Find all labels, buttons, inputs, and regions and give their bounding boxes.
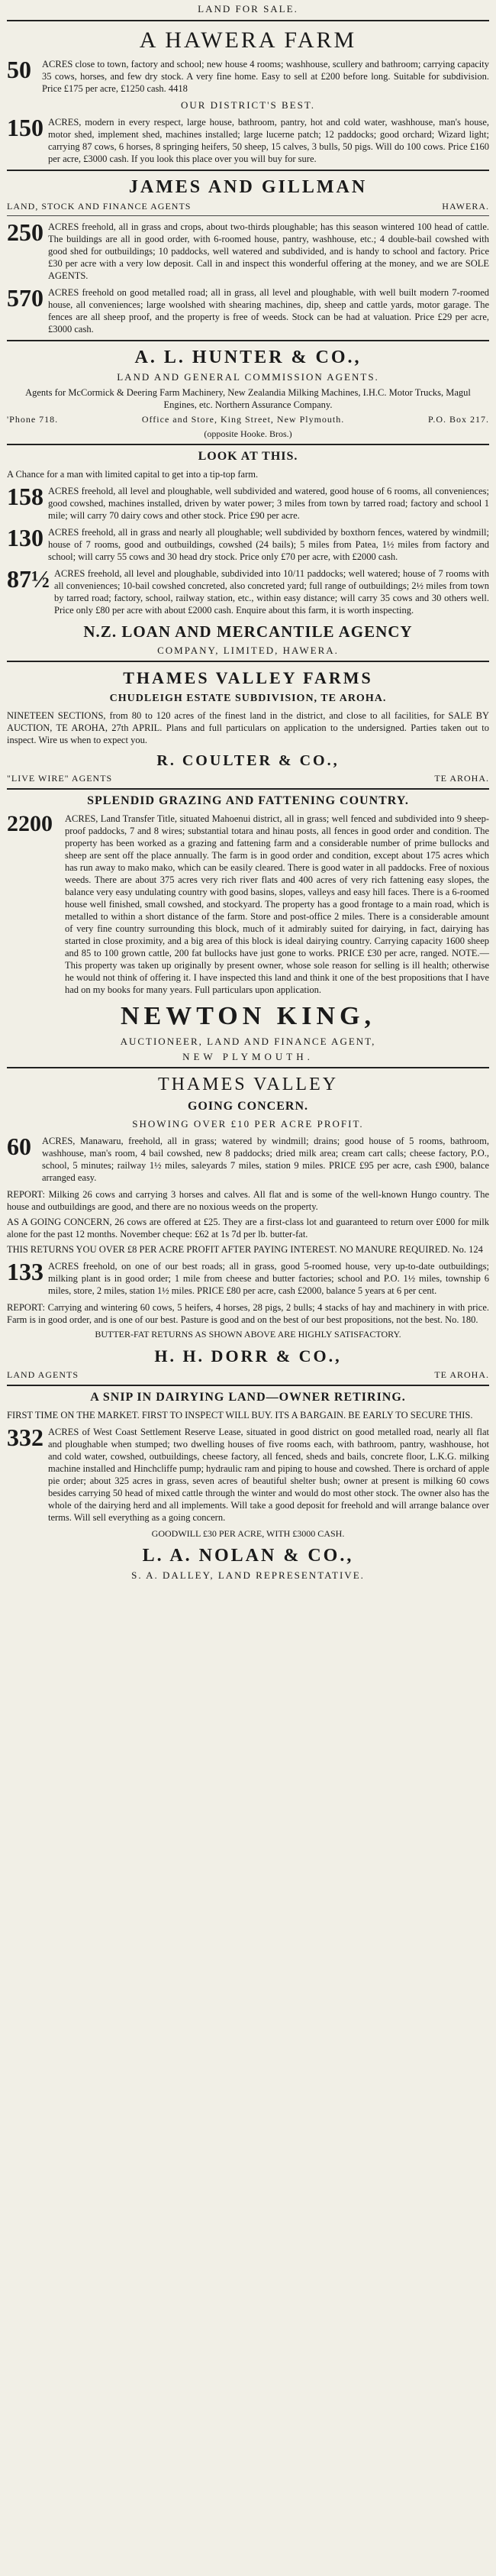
agent-town: TE AROHA. [434, 773, 489, 784]
agent-description: COMPANY, LIMITED, HAWERA. [157, 645, 339, 656]
divider [7, 215, 489, 216]
goodwill-line: GOODWILL £30 PER ACRE, WITH £3000 CASH. [151, 1528, 345, 1539]
agent-name: L. A. NOLAN & CO., [142, 1546, 354, 1566]
listing [7, 526, 489, 563]
agent-description: "LIVE WIRE" AGENTS [7, 773, 113, 784]
agent-body: Agents for McCormick & Deering Farm Machinery, New Zealandia Milking Machines, I.H.C. Motor Trucks, Magul Engines, etc. Northern Assurance Company. [25, 387, 471, 410]
listing-text: ACRES freehold, all level and ploughable, well subdivided and watered, good house of 6 rooms, all conveniences; good cowshed, machines installed, driven by water power; 3 miles from town by tarred road; factory and school 1 mile; will carry 70 dairy cows and other stock. Price £90 per acre. [48, 486, 489, 521]
report-text: REPORT: Milking 26 cows and carrying 3 horses and calves. All flat and is some of the well-known Hungo country. The house and outbuildings are good, and there are no noxious weeds on the property. [7, 1189, 489, 1212]
divider [7, 1385, 489, 1386]
acreage: 87½ [7, 565, 50, 593]
classified-page [4, 3, 492, 1582]
agent-representative: S. A. DALLEY, LAND REPRESENTATIVE. [131, 1569, 365, 1581]
ad-body: NINETEEN SECTIONS, from 80 to 120 acres of the finest land in the district, and close to all facilities, for SALE BY AUCTION, TE AROHA, 27th APRIL. Plans and full particulars on application to the undersigned. Parties taken out to inspect. Wire us when to expect you. [7, 710, 489, 745]
newton-king-ad [7, 1002, 489, 1063]
look-at-this-ad [7, 450, 489, 657]
agent-description: LAND, STOCK AND FINANCE AGENTS [7, 201, 192, 212]
report-text: REPORT: Carrying and wintering 60 cows, 5 heifers, 4 horses, 28 pigs, 2 bulls; 4 stacks of hay and machinery in with price. Farm is in good order, and is one of our best. Pasture is good and on the best of our best propositions, not the best. No. 180. [7, 1302, 489, 1325]
acreage: 158 [7, 483, 43, 510]
agent-description: AUCTIONEER, LAND AND FINANCE AGENT, [120, 1036, 376, 1047]
phone: 'Phone 718. [7, 414, 59, 425]
james-gillman-ad [7, 177, 489, 335]
divider [7, 20, 489, 21]
divider [7, 444, 489, 445]
agent-line [7, 773, 489, 784]
divider [7, 170, 489, 171]
ad-title: A SNIP IN DAIRYING LAND—OWNER RETIRING. [90, 1391, 406, 1404]
acreage: 150 [7, 114, 43, 141]
listing [7, 485, 489, 522]
acreage: 133 [7, 1258, 43, 1285]
snip-dairying-ad [7, 1391, 489, 1582]
agent-name: A. L. HUNTER & CO., [134, 347, 362, 367]
listing-text: ACRES freehold, all level and ploughable, subdivided into 10/11 paddocks; well watered; house of 7 rooms with all conveniences; 10-bail cowshed concreted, also concreted yard; full range of outbuildings; 2½ miles from town by tarred road; factory, school, railway station, etc., within easy distance; will carry 35 cows and 30 others well. Price only £80 per acre with about £2000 cash. Enquire about this farm, it is worth inspecting. [54, 568, 489, 616]
acreage: 130 [7, 524, 43, 551]
agent-name: R. COULTER & CO., [156, 752, 340, 769]
ad-title: LOOK AT THIS. [198, 450, 298, 463]
address-note: (opposite Hooke. Bros.) [204, 428, 292, 439]
listing [7, 218, 489, 282]
agent-town: NEW PLYMOUTH. [182, 1051, 314, 1062]
intro-text: FIRST TIME ON THE MARKET. FIRST TO INSPECT WILL BUY. ITS A BARGAIN. BE EARLY TO SECURE THIS. [7, 1410, 473, 1421]
agent-line [7, 1369, 489, 1381]
listing [7, 567, 489, 616]
divider [7, 340, 489, 341]
po-box: P.O. Box 217. [427, 414, 489, 425]
agent-name: NEWTON KING, [121, 1002, 375, 1030]
splendid-grazing-ad [7, 794, 489, 996]
section-header: LAND FOR SALE. [198, 3, 298, 15]
acreage: 332 [7, 1424, 43, 1451]
agent-name: H. H. DORR & CO., [154, 1346, 342, 1366]
divider [7, 661, 489, 662]
ad-title: THAMES VALLEY [157, 1075, 339, 1094]
listing-text: ACRES, Manawaru, freehold, all in grass; watered by windmill; drains; good house of 5 rooms, bathroom, washhouse, man's room, 4 bail cowshed, new 8 paddocks; dried milk area; cream cart calls; cheese factory, P.O., school, 5 minutes; railway 1½ miles, saleyards 7 miles, station 9 miles. PRICE £95 per acre, cash £900, balance arranged easy. [42, 1136, 489, 1183]
going-concern-text: AS A GOING CONCERN, 26 cows are offered at £25. They are a first-class lot and guaranteed to return over £000 for milk alone for the past 12 months. November cheque: £62 at 1s 7d per lb. butter-fat. [7, 1217, 489, 1240]
agent-town: TE AROHA. [434, 1369, 489, 1380]
showing-line: SHOWING OVER £10 PER ACRE PROFIT. [132, 1118, 364, 1130]
ad-title: A HAWERA FARM [139, 27, 357, 53]
agent-name: N.Z. LOAN AND MERCANTILE AGENCY [83, 622, 413, 641]
returns-text: THIS RETURNS YOU OVER £8 PER ACRE PROFIT AFTER PAYING INTEREST. NO MANURE REQUIRED. No. 124 [7, 1244, 483, 1255]
listing-text: ACRES, Land Transfer Title, situated Mahoenui district, all in grass; well fenced and subdivided into 9 sheep-proof paddocks, 7 and 8 wires; substantial totara and hinau posts, all fences in good order and condition. The property has been worked as a grazing and fattening farm and a considerable number of prime bullocks and sheep are sent off the place annually. The farm is in good order and condition, except about 175 acres which has run away to mako mako, which can be easily cleared. There is good water in all paddocks. Free of noxious weeds. There are about 375 acres very rich river flats and 400 acres of very rich fattening easy slopes, the balance very easy undulating country with good basins, slopes, valleys and easy hill faces. There is a 6-roomed house well finished, small cowshed, and stockyard. The property has a good frontage to a main road, which is metalled to within a short distance of the farm. Store and post-office 2 miles. There is a considerable amount of very fine country surrounding this block, much of it admirably suited for dairying, in fact, dairying has started in close proximity, and a big area of this block is ideal dairying country. Carrying capacity 1600 sheep and 85 to 100 grown cattle, 200 fat bullocks have just gone to works. PRICE £30 per acre, ranged. NOTE.—This property was taken up originally by present owner, whose sole reason for selling is ill health; otherwise he would not think of offering it. I have inspected this land and think it one of the best propositions that I have had on my books for many years. Full particulars upon application. [65, 813, 489, 995]
agent-town: HAWERA. [442, 201, 489, 212]
hawera-farm-ad [7, 27, 489, 165]
butterfat-note: BUTTER-FAT RETURNS AS SHOWN ABOVE ARE HIGHLY SATISFACTORY. [95, 1329, 401, 1340]
listing-text: ACRES, modern in every respect, large house, bathroom, pantry, hot and cold water, washhouse, man's house, motor shed, implement shed, machines installed; large lucerne patch; 12 paddocks; good orchard; Wizard light; carrying 87 cows, 6 horses, 8 springing heifers, 50 sheep, 15 calves, 3 bulls, 50 pigs. Will do 100 cows. Price £160 per acre, £3000 cash. If you look this place over you will buy for sure. [48, 117, 489, 164]
agent-line [7, 201, 489, 212]
ad-subtitle: GOING CONCERN. [187, 1100, 308, 1113]
listing-text: ACRES freehold on good metalled road; all in grass, all level and ploughable, with well built modern 7-roomed house, all conveniences; large woolshed with shearing machines, dip, sheep and cattle yards, motor garage. The fences are all sheep proof, and the property is free of weeds. Stock can be had at valuation. Price £29 per acre, £3000 cash. [48, 287, 489, 335]
acreage: 570 [7, 284, 43, 312]
listing-text: ACRES of West Coast Settlement Reserve Lease, situated in good district on good metalled road, nearly all flat and ploughable when stumped; two dwelling houses of five rooms each, with bathroom, pantry, washhouse, hot and cold water, cowshed, outbuildings, cheese factory, all fenced, sheds and bails, concrete floor, L.K.G. milking machine installed and Hinchcliffe pump; hydraulic ram and piping to house and cowshed. There is orchard of apple pie order; about 325 acres in grass, seven acres of beautiful shelter bush; owner at present is milking 60 cows besides carrying 50 head of mixed cattle through the winter and would do most other stock. The owner also has the whole of the dairying herd and all implements. Will take a good deposit for freehold and will arrange balance over terms. Will sell everything as a going concern. [48, 1427, 489, 1523]
listing [7, 58, 489, 95]
listing-text: ACRES freehold, on one of our best roads; all in grass, good 5-roomed house, very up-to-date outbuildings; milking plant is in good order; 1 mile from cheese and butter factories; school and P.O. 1½ miles, township 6 miles, store, 2 miles, station 1½ miles. PRICE £80 per acre, cash £2000, balance 5 years at 6 per cent. [48, 1261, 489, 1296]
ad-subtitle: CHUDLEIGH ESTATE SUBDIVISION, TE AROHA. [109, 693, 387, 704]
listing-text: ACRES freehold, all in grass and crops, about two-thirds ploughable; has this season wintered 100 head of cattle. The buildings are all in good order, with 6-roomed house, pantry, washhouse, etc.; 4 double-bail cowshed with good shed for outbuildings; 10 paddocks, well watered and subdivided, and is handy to school and factory. Price £30 per acre with a very low deposit. Call in and inspect this wonderful offering at the money, and we are SOLE AGENTS. [48, 221, 489, 281]
acreage: 50 [7, 56, 31, 83]
subheading: OUR DISTRICT'S BEST. [180, 99, 316, 111]
divider [7, 788, 489, 790]
listing [7, 1260, 489, 1297]
acreage: 2200 [7, 811, 53, 836]
agent-description: LAND AGENTS [7, 1369, 79, 1380]
acreage: 60 [7, 1133, 31, 1160]
office-address: Office and Store, King Street, New Plymouth. [141, 414, 345, 425]
contact-line [7, 414, 489, 425]
listing-text: ACRES close to town, factory and school; new house 4 rooms; washhouse, scullery and bathroom; carrying capacity 35 cows, horses, and few dry stock. A very fine home. Easy to sell at £200 before long. Suitable for subdivision. Price £175 per acre, £1250 cash. 4418 [42, 59, 489, 94]
hunter-ad [7, 347, 489, 440]
thames-valley-going-concern-ad [7, 1075, 489, 1381]
listing [7, 813, 489, 996]
ad-title: THAMES VALLEY FARMS [123, 668, 373, 687]
divider [7, 1067, 489, 1068]
listing [7, 286, 489, 335]
listing [7, 1135, 489, 1184]
intro-text: A Chance for a man with limited capital to get into a tip-top farm. [7, 469, 259, 480]
listing [7, 116, 489, 165]
ad-title: SPLENDID GRAZING AND FATTENING COUNTRY. [87, 794, 409, 807]
agent-description: LAND AND GENERAL COMMISSION AGENTS. [117, 371, 379, 383]
thames-valley-farms-ad [7, 668, 489, 784]
listing [7, 1426, 489, 1524]
agent-name: JAMES AND GILLMAN [128, 177, 368, 197]
acreage: 250 [7, 218, 43, 246]
listing-text: ACRES freehold, all in grass and nearly all ploughable; well subdivided by boxthorn fences, watered by windmill; house of 7 rooms, good and outbuildings, cowshed (24 bails); 5 miles from Patea, 1½ miles from factory and school; will carry 55 cows and 30 head dry stock. Price only £70 per acre, with £2000 cash. [48, 527, 489, 562]
